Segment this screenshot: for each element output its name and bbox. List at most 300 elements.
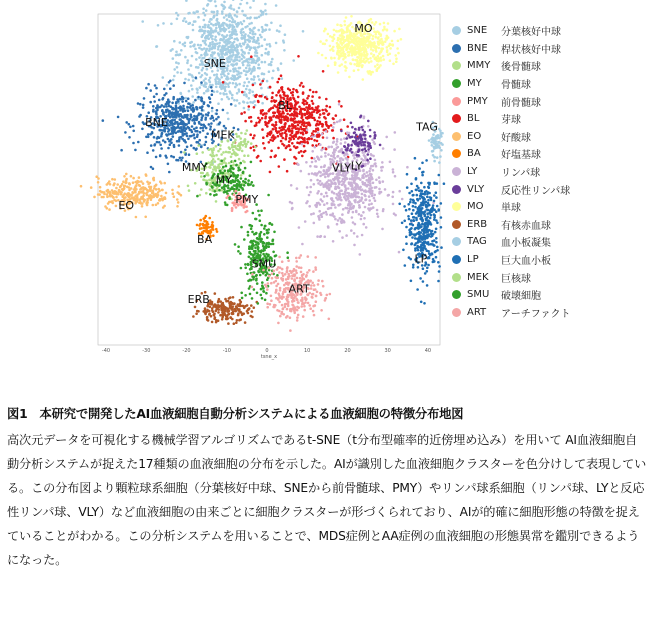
point [193, 43, 196, 46]
point [235, 175, 238, 178]
point [264, 117, 267, 120]
point [384, 40, 387, 43]
point [176, 18, 179, 21]
point [342, 220, 345, 223]
point [204, 313, 207, 316]
point [171, 189, 174, 192]
point [405, 236, 408, 239]
point [349, 41, 352, 44]
point [114, 178, 117, 181]
point [378, 176, 381, 179]
point [392, 168, 395, 171]
point [183, 151, 186, 154]
point [362, 211, 365, 214]
point [268, 63, 271, 66]
point [237, 128, 240, 131]
point [230, 308, 233, 311]
point [233, 41, 236, 44]
point [160, 195, 163, 198]
point [316, 120, 319, 123]
point [167, 147, 170, 150]
point [296, 163, 299, 166]
point [195, 126, 198, 129]
point [249, 89, 252, 92]
point [305, 202, 308, 205]
point [330, 124, 333, 127]
point [267, 245, 270, 248]
point [375, 33, 378, 36]
point [374, 65, 377, 68]
point [210, 23, 213, 26]
point [385, 136, 388, 139]
point [350, 144, 353, 147]
point [227, 194, 230, 197]
point [327, 153, 330, 156]
point [245, 145, 248, 148]
point [343, 53, 346, 56]
point [374, 134, 377, 137]
point [207, 112, 210, 115]
point [142, 106, 145, 109]
point [406, 173, 409, 176]
point [227, 187, 230, 190]
point [355, 143, 358, 146]
point [387, 194, 390, 197]
point [355, 59, 358, 62]
point [308, 173, 311, 176]
point [178, 185, 181, 188]
point [419, 204, 422, 207]
point [216, 230, 219, 233]
point [220, 153, 223, 156]
point [323, 164, 326, 167]
point [280, 74, 283, 77]
point [437, 145, 440, 148]
point [196, 91, 199, 94]
point [309, 165, 312, 168]
point [296, 108, 299, 111]
point [243, 85, 246, 88]
point [232, 303, 235, 306]
point [348, 24, 351, 27]
point [113, 199, 116, 202]
point [210, 86, 213, 89]
point [235, 164, 238, 167]
point [247, 184, 250, 187]
point [240, 29, 243, 32]
point [227, 42, 230, 45]
point [410, 280, 413, 283]
point [427, 191, 430, 194]
point [165, 109, 168, 112]
point [136, 193, 139, 196]
point [338, 100, 341, 103]
point [281, 272, 284, 275]
point [269, 86, 272, 89]
point [338, 197, 341, 200]
point [271, 92, 274, 95]
point [291, 202, 294, 205]
point [234, 29, 237, 32]
point [260, 251, 263, 254]
point [244, 132, 247, 135]
point [418, 189, 421, 192]
point [228, 162, 231, 165]
point [367, 120, 370, 123]
point [203, 179, 206, 182]
point [225, 197, 228, 200]
point [338, 57, 341, 60]
point [212, 149, 215, 152]
point [339, 29, 342, 32]
point [359, 206, 362, 209]
point [293, 107, 296, 110]
point [423, 227, 426, 230]
point [190, 129, 193, 132]
point [332, 117, 335, 120]
point [427, 186, 430, 189]
point [251, 297, 254, 300]
point [197, 16, 200, 19]
point [249, 29, 252, 32]
point [260, 238, 263, 241]
point [243, 238, 246, 241]
point [291, 208, 294, 211]
point [339, 217, 342, 220]
point [292, 88, 295, 91]
point [252, 61, 255, 64]
point [357, 56, 360, 59]
point [374, 159, 377, 162]
point [373, 54, 376, 57]
point [416, 288, 419, 291]
point [405, 242, 408, 245]
point [292, 59, 295, 62]
point [241, 91, 244, 94]
point [372, 49, 375, 52]
point [212, 234, 215, 237]
point [123, 175, 126, 178]
point [209, 98, 212, 101]
point [285, 129, 288, 132]
point [175, 12, 178, 15]
point [318, 96, 321, 99]
point [345, 16, 348, 19]
point [217, 102, 220, 105]
point [156, 104, 159, 107]
point [115, 205, 118, 208]
point [244, 321, 247, 324]
point [155, 87, 158, 90]
point [360, 218, 363, 221]
point [122, 180, 125, 183]
point [303, 145, 306, 148]
point [240, 267, 243, 270]
point [413, 233, 416, 236]
point [227, 317, 230, 320]
point [367, 207, 370, 210]
point [260, 36, 263, 39]
point [424, 225, 427, 228]
point [325, 98, 328, 101]
point [160, 147, 163, 150]
point [321, 54, 324, 57]
point [367, 145, 370, 148]
point [354, 177, 357, 180]
point [315, 91, 318, 94]
point [250, 147, 253, 150]
point [423, 241, 426, 244]
point [203, 175, 206, 178]
point [345, 67, 348, 70]
point [192, 29, 195, 32]
point [139, 199, 142, 202]
point [209, 0, 212, 2]
point [239, 147, 242, 150]
point [178, 144, 181, 147]
point [305, 112, 308, 115]
point [168, 133, 171, 136]
point [397, 40, 400, 43]
point [211, 307, 214, 310]
point [352, 211, 355, 214]
point [244, 263, 247, 266]
point [227, 85, 230, 88]
point [221, 39, 224, 42]
point [411, 236, 414, 239]
point [344, 61, 347, 64]
point [234, 153, 237, 156]
point [369, 167, 372, 170]
point [112, 196, 115, 199]
point [419, 277, 422, 280]
point [169, 116, 172, 119]
point [268, 109, 271, 112]
point [438, 265, 441, 268]
point [212, 16, 215, 19]
point [296, 187, 299, 190]
point [398, 190, 401, 193]
point [284, 122, 287, 125]
point [340, 34, 343, 37]
point [317, 158, 320, 161]
point [182, 105, 185, 108]
point [311, 95, 314, 98]
point [226, 68, 229, 71]
point [363, 217, 366, 220]
point [185, 20, 188, 23]
point [260, 224, 263, 227]
point [100, 191, 103, 194]
point [422, 204, 425, 207]
point [415, 217, 418, 220]
point [327, 170, 330, 173]
point [203, 19, 206, 22]
point [247, 154, 250, 157]
point [334, 206, 337, 209]
point [242, 42, 245, 45]
point [373, 137, 376, 140]
point [309, 191, 312, 194]
point [246, 77, 249, 80]
point [326, 202, 329, 205]
point [196, 152, 199, 155]
point [265, 13, 268, 16]
point [367, 151, 370, 154]
point [319, 175, 322, 178]
point [221, 186, 224, 189]
point [232, 161, 235, 164]
point [254, 41, 257, 44]
point [365, 179, 368, 182]
point [205, 113, 208, 116]
point [240, 186, 243, 189]
point [416, 210, 419, 213]
point [243, 154, 246, 157]
point [235, 321, 238, 324]
point [274, 112, 277, 115]
point [143, 200, 146, 203]
point [257, 46, 260, 49]
point [116, 183, 119, 186]
point [295, 101, 298, 104]
point [348, 194, 351, 197]
point [302, 138, 305, 141]
point [241, 297, 244, 300]
point [335, 143, 338, 146]
point [434, 251, 437, 254]
point [265, 28, 268, 31]
point [198, 122, 201, 125]
point [253, 253, 256, 256]
point [301, 131, 304, 134]
point [431, 234, 434, 237]
point [380, 169, 383, 172]
point [209, 81, 212, 84]
point [250, 120, 253, 123]
point [298, 136, 301, 139]
point [430, 141, 433, 144]
point [212, 158, 215, 161]
point [249, 293, 252, 296]
point [158, 188, 161, 191]
point [338, 37, 341, 40]
point [378, 66, 381, 69]
point [252, 101, 255, 104]
point [249, 174, 252, 177]
point [229, 70, 232, 73]
point [214, 38, 217, 41]
point [238, 88, 241, 91]
point [240, 132, 243, 135]
point [199, 76, 202, 79]
point [250, 161, 253, 164]
point [311, 150, 314, 153]
point [212, 168, 215, 171]
point [340, 130, 343, 133]
point [283, 158, 286, 161]
point [204, 26, 207, 29]
point [168, 110, 171, 113]
point [219, 121, 222, 124]
point [153, 100, 156, 103]
point [192, 79, 195, 82]
point [146, 198, 149, 201]
point [222, 8, 225, 11]
point [373, 42, 376, 45]
point [184, 149, 187, 152]
point [260, 14, 263, 17]
point [286, 251, 289, 254]
point [296, 113, 299, 116]
point [218, 22, 221, 25]
point [243, 81, 246, 84]
point [200, 175, 203, 178]
point [412, 205, 415, 208]
point [293, 145, 296, 148]
point [418, 213, 421, 216]
point [440, 149, 443, 152]
point [209, 101, 212, 104]
point [171, 48, 174, 51]
point [193, 115, 196, 118]
point [248, 64, 251, 67]
point [222, 166, 225, 169]
point [246, 85, 249, 88]
point [320, 166, 323, 169]
point [262, 142, 265, 145]
point [318, 116, 321, 119]
point [438, 161, 441, 164]
point [308, 205, 311, 208]
point [363, 154, 366, 157]
point [287, 256, 290, 259]
point [211, 107, 214, 110]
point [312, 102, 315, 105]
point [432, 133, 435, 136]
point [433, 213, 436, 216]
point [376, 63, 379, 66]
point [439, 155, 442, 158]
point [433, 239, 436, 242]
point [370, 52, 373, 55]
point [346, 27, 349, 30]
point [208, 49, 211, 52]
point [219, 300, 222, 303]
point [209, 164, 212, 167]
point [313, 222, 316, 225]
point [141, 20, 144, 23]
point [331, 40, 334, 43]
point [422, 244, 425, 247]
point [188, 119, 191, 122]
point [197, 144, 200, 147]
point [149, 182, 152, 185]
point [205, 223, 208, 226]
point [220, 25, 223, 28]
point [350, 63, 353, 66]
point [301, 143, 304, 146]
point [178, 136, 181, 139]
point [184, 56, 187, 59]
point [205, 127, 208, 130]
point [346, 192, 349, 195]
point [368, 199, 371, 202]
point [260, 294, 263, 297]
point [314, 119, 317, 122]
point [224, 314, 227, 317]
point [394, 214, 397, 217]
